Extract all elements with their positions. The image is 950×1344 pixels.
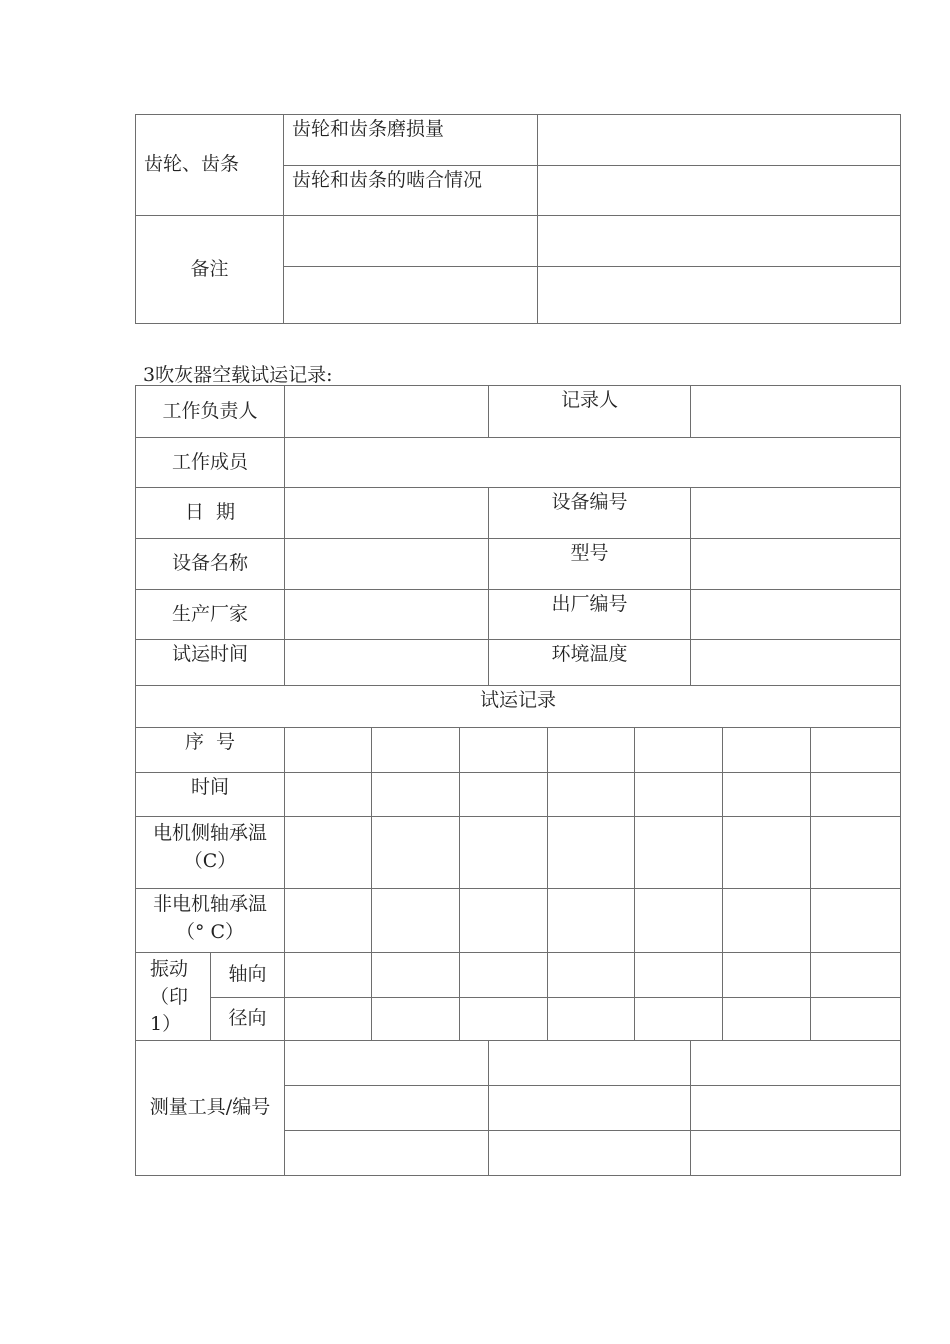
remarks-cell[interactable] xyxy=(538,267,901,324)
radial-cell[interactable] xyxy=(285,998,372,1041)
nonmotor-bearing-temp-label: 非电机轴承温（° C） xyxy=(136,889,285,953)
motor-temp-cell[interactable] xyxy=(372,817,460,889)
time-cell[interactable] xyxy=(285,773,372,817)
trial-run-record-table xyxy=(135,385,901,1176)
nonmotor-temp-cell[interactable] xyxy=(460,889,548,953)
nonmotor-temp-cell[interactable] xyxy=(811,889,901,953)
trial-time-value[interactable] xyxy=(285,640,489,686)
time-cell[interactable] xyxy=(372,773,460,817)
work-leader-label: 工作负责人 xyxy=(136,386,285,438)
vibration-label: 振动（印1） xyxy=(136,953,211,1041)
nonmotor-temp-cell[interactable] xyxy=(285,889,372,953)
nonmotor-temp-cell[interactable] xyxy=(723,889,811,953)
radial-cell[interactable] xyxy=(635,998,723,1041)
trial-record-title: 试运记录 xyxy=(136,686,901,728)
nonmotor-temp-cell[interactable] xyxy=(372,889,460,953)
gear-wear-label: 齿轮和齿条磨损量 xyxy=(284,115,538,166)
nonmotor-temp-cell[interactable] xyxy=(548,889,635,953)
date-value[interactable] xyxy=(285,488,489,539)
radial-cell[interactable] xyxy=(372,998,460,1041)
seq-cell[interactable] xyxy=(372,728,460,773)
seq-label: 序 号 xyxy=(136,728,285,773)
ambient-temp-value[interactable] xyxy=(691,640,901,686)
equipment-name-value[interactable] xyxy=(285,539,489,590)
remarks-cell[interactable] xyxy=(284,216,538,267)
seq-cell[interactable] xyxy=(548,728,635,773)
time-cell[interactable] xyxy=(635,773,723,817)
axial-cell[interactable] xyxy=(285,953,372,998)
gear-mesh-label: 齿轮和齿条的啮合情况 xyxy=(284,166,538,216)
recorder-value[interactable] xyxy=(691,386,901,438)
factory-no-value[interactable] xyxy=(691,590,901,640)
motor-bearing-temp-label: 电机侧轴承温（C） xyxy=(136,817,285,889)
axial-cell[interactable] xyxy=(548,953,635,998)
axial-label: 轴向 xyxy=(211,953,285,998)
radial-cell[interactable] xyxy=(548,998,635,1041)
axial-cell[interactable] xyxy=(723,953,811,998)
tool-cell[interactable] xyxy=(285,1086,489,1131)
axial-cell[interactable] xyxy=(811,953,901,998)
time-label: 时间 xyxy=(136,773,285,817)
gear-mesh-value-cell[interactable] xyxy=(538,166,901,216)
time-cell[interactable] xyxy=(460,773,548,817)
tool-cell[interactable] xyxy=(691,1086,901,1131)
gear-rack-label: 齿轮、齿条 xyxy=(136,115,284,216)
equipment-name-label: 设备名称 xyxy=(136,539,285,590)
motor-temp-cell[interactable] xyxy=(285,817,372,889)
model-value[interactable] xyxy=(691,539,901,590)
seq-cell[interactable] xyxy=(285,728,372,773)
motor-temp-cell[interactable] xyxy=(548,817,635,889)
time-cell[interactable] xyxy=(811,773,901,817)
tool-cell[interactable] xyxy=(489,1041,691,1086)
work-members-value[interactable] xyxy=(285,438,901,488)
equipment-no-label: 设备编号 xyxy=(489,488,691,539)
seq-cell[interactable] xyxy=(811,728,901,773)
section-caption: 3吹灰器空载试运记录: xyxy=(143,364,333,386)
trial-time-label: 试运时间 xyxy=(136,640,285,686)
seq-cell[interactable] xyxy=(635,728,723,773)
radial-cell[interactable] xyxy=(811,998,901,1041)
work-leader-value[interactable] xyxy=(285,386,489,438)
equipment-no-value[interactable] xyxy=(691,488,901,539)
factory-no-label: 出厂编号 xyxy=(489,590,691,640)
axial-cell[interactable] xyxy=(460,953,548,998)
axial-cell[interactable] xyxy=(372,953,460,998)
tool-cell[interactable] xyxy=(691,1131,901,1176)
manufacturer-value[interactable] xyxy=(285,590,489,640)
tool-cell[interactable] xyxy=(489,1131,691,1176)
tool-cell[interactable] xyxy=(489,1086,691,1131)
remarks-label: 备注 xyxy=(136,216,284,324)
motor-temp-cell[interactable] xyxy=(723,817,811,889)
motor-temp-cell[interactable] xyxy=(811,817,901,889)
axial-cell[interactable] xyxy=(635,953,723,998)
motor-temp-cell[interactable] xyxy=(460,817,548,889)
gear-wear-value-cell[interactable] xyxy=(538,115,901,166)
radial-label: 径向 xyxy=(211,998,285,1041)
tool-cell[interactable] xyxy=(285,1041,489,1086)
remarks-cell[interactable] xyxy=(284,267,538,324)
recorder-label: 记录人 xyxy=(489,386,691,438)
ambient-temp-label: 环境温度 xyxy=(489,640,691,686)
nonmotor-temp-cell[interactable] xyxy=(635,889,723,953)
seq-cell[interactable] xyxy=(723,728,811,773)
model-label: 型号 xyxy=(489,539,691,590)
work-members-label: 工作成员 xyxy=(136,438,285,488)
radial-cell[interactable] xyxy=(723,998,811,1041)
manufacturer-label: 生产厂家 xyxy=(136,590,285,640)
remarks-cell[interactable] xyxy=(538,216,901,267)
tool-cell[interactable] xyxy=(691,1041,901,1086)
measuring-tools-label: 测量工具/编号 xyxy=(136,1041,285,1176)
time-cell[interactable] xyxy=(723,773,811,817)
seq-cell[interactable] xyxy=(460,728,548,773)
date-label: 日 期 xyxy=(136,488,285,539)
motor-temp-cell[interactable] xyxy=(635,817,723,889)
gear-inspection-table xyxy=(135,114,901,324)
tool-cell[interactable] xyxy=(285,1131,489,1176)
radial-cell[interactable] xyxy=(460,998,548,1041)
time-cell[interactable] xyxy=(548,773,635,817)
